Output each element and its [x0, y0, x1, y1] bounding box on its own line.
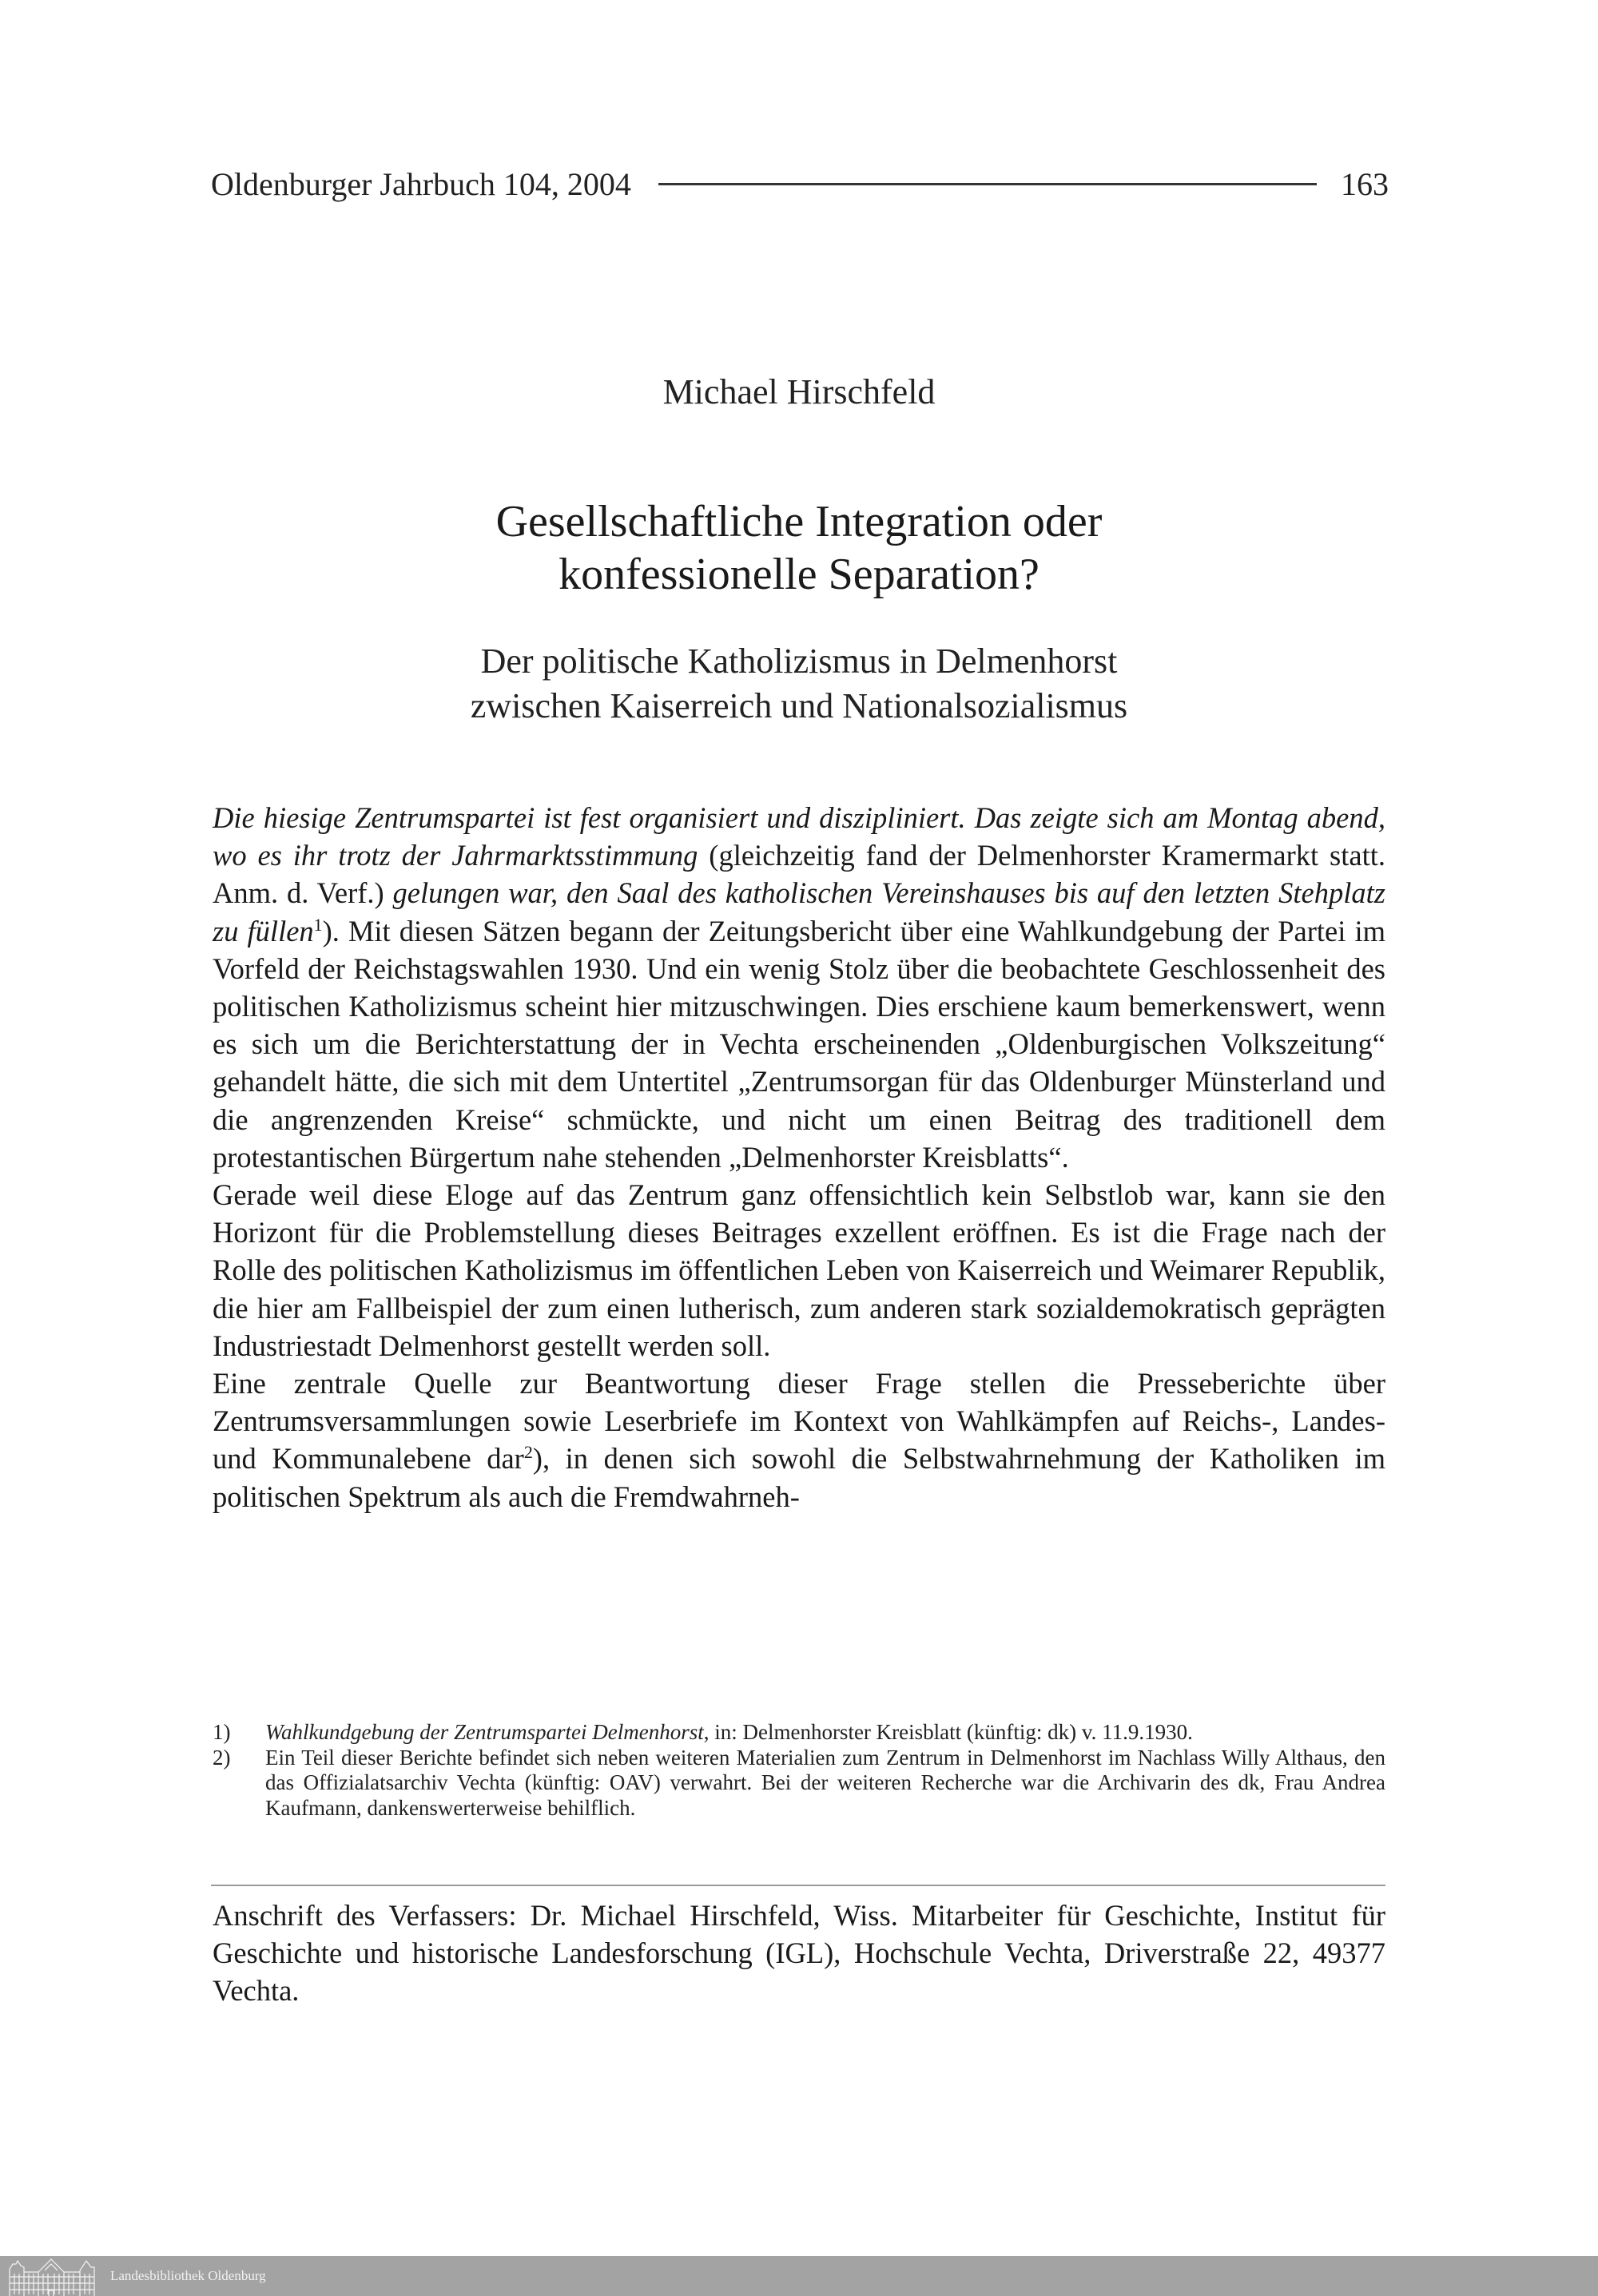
article-title: [0, 495, 1598, 601]
address-separator: [211, 1885, 1385, 1886]
quote-italic: Die hiesige Zentrumspartei ist fest organisiert und diszipliniert. Das zeigte sich am Montag abend, wo es ihr trotz der Jahrmarktsstimmung: [213, 801, 1385, 872]
article-subtitle: [0, 639, 1598, 729]
footnote-italic: Wahlkundgebung der Zentrumspartei Delmenhorst: [265, 1720, 704, 1744]
editorial-insert: (gleichzeitig fand der Delmenhorster Kramermarkt statt. Anm. d. Verf.): [213, 839, 1385, 910]
footnote: [213, 1746, 1385, 1821]
subtitle-line: Der politische Katholizismus in Delmenhorst: [480, 642, 1118, 681]
header-rule: [658, 183, 1317, 185]
library-name: Landesbibliothek Oldenburg: [110, 2268, 266, 2283]
footnotes: [213, 1720, 1385, 1821]
quote-italic: gelungen war, den Saal des katholischen Vereinshauses bis auf den letzten Stehplatz zu füllen: [213, 876, 1385, 947]
journal-citation: Oldenburger Jahrbuch 104, 2004: [211, 165, 631, 202]
body-paragraph: [213, 1364, 1385, 1515]
body-paragraph: Gerade weil diese Eloge auf das Zentrum ganz offensichtlich kein Selbstlob war, kann sie den Horizont für die Problemstellung dieses Beitrages exzellent eröffnen. Es ist die Frage nach der Rolle des politischen Katholizismus im öffentlichen Leben von Kaiserreich und Weimarer Republik, die hier am Fallbeispiel der zum einen lutherisch, zum anderen stark sozialdemokratisch geprägten Industriestadt Delmenhorst gestellt werden soll.: [213, 1178, 1385, 1362]
footnote-text: Ein Teil dieser Berichte befindet sich neben weiteren Materialien zum Zentrum in Delmenhorst im Nachlass Willy Althaus, den das Offizialatsarchiv Vechta (künftig: OAV) verwahrt. Bei der weiteren Recherche war die Archivarin des dk, Frau Andrea Kaufmann, dankenswerterweise behilflich.: [265, 1745, 1385, 1820]
footnote-text: [265, 1720, 1385, 1746]
paragraph-text: Eine zentrale Quelle zur Beantwortung dieser Frage stellen die Presseberichte über Zentrumsversammlungen sowie Leserbriefe im Kontext von Wahlkämpfen auf Reichs-, Landes- und Kommunalebene dar: [213, 1367, 1385, 1476]
article-author: Michael Hirschfeld: [662, 372, 936, 411]
article-body: [213, 799, 1385, 1515]
footnote-number: 2): [213, 1745, 231, 1770]
footnote: [213, 1720, 1385, 1746]
paragraph-text: ), in denen sich sowohl die Selbstwahrnehmung der Katholiken im politischen Spektrum als auch die Fremdwahrneh-: [213, 1442, 1385, 1513]
paragraph-text: ). Mit diesen Sätzen begann der Zeitungsbericht über eine Wahlkundgebung der Partei im Vorfeld der Reichstagswahlen 1930. Und ein wenig Stolz über die beobachtete Geschlossenheit des politischen Katholizismus scheint hier mitzuschwingen. Dies erschiene kaum bemerkenswert, wenn es sich um die Berichterstattung der in Vechta erscheinenden „Oldenburgischen Volkszeitung“ gehandelt hätte, die sich mit dem Untertitel „Zentrumsorgan für das Oldenburger Münsterland und die angrenzenden Kreise“ schmückte, und nicht um einen Beitrag des traditionell dem protestantischen Bürgertum nahe stehenden „Delmenhorster Kreisblatts“.: [213, 914, 1385, 1174]
library-building-icon: [3, 2256, 102, 2296]
title-line: konfessionelle Separation?: [559, 550, 1039, 599]
author-address: [213, 1897, 1385, 2010]
running-header: [211, 160, 1389, 208]
library-footer-bar: [0, 2256, 1598, 2296]
footnote-ref[interactable]: 1: [313, 914, 323, 935]
title-line: Gesellschaftliche Integration oder: [495, 497, 1103, 546]
address-text: Anschrift des Verfassers: Dr. Michael Hirschfeld, Wiss. Mitarbeiter für Geschichte, Institut für Geschichte und historische Landesforschung (IGL), Hochschule Vechta, Driverstraße 22, 49377 Vechta.: [213, 1899, 1385, 2008]
subtitle-line: zwischen Kaiserreich und Nationalsozialismus: [470, 686, 1128, 725]
footnote-number: 1): [213, 1720, 231, 1744]
body-paragraph: [213, 799, 1385, 1176]
page-number: 163: [1341, 165, 1389, 202]
footnote-body: , in: Delmenhorster Kreisblatt (künftig: dk) v. 11.9.1930.: [703, 1720, 1193, 1744]
footnote-ref[interactable]: 2: [523, 1442, 533, 1463]
